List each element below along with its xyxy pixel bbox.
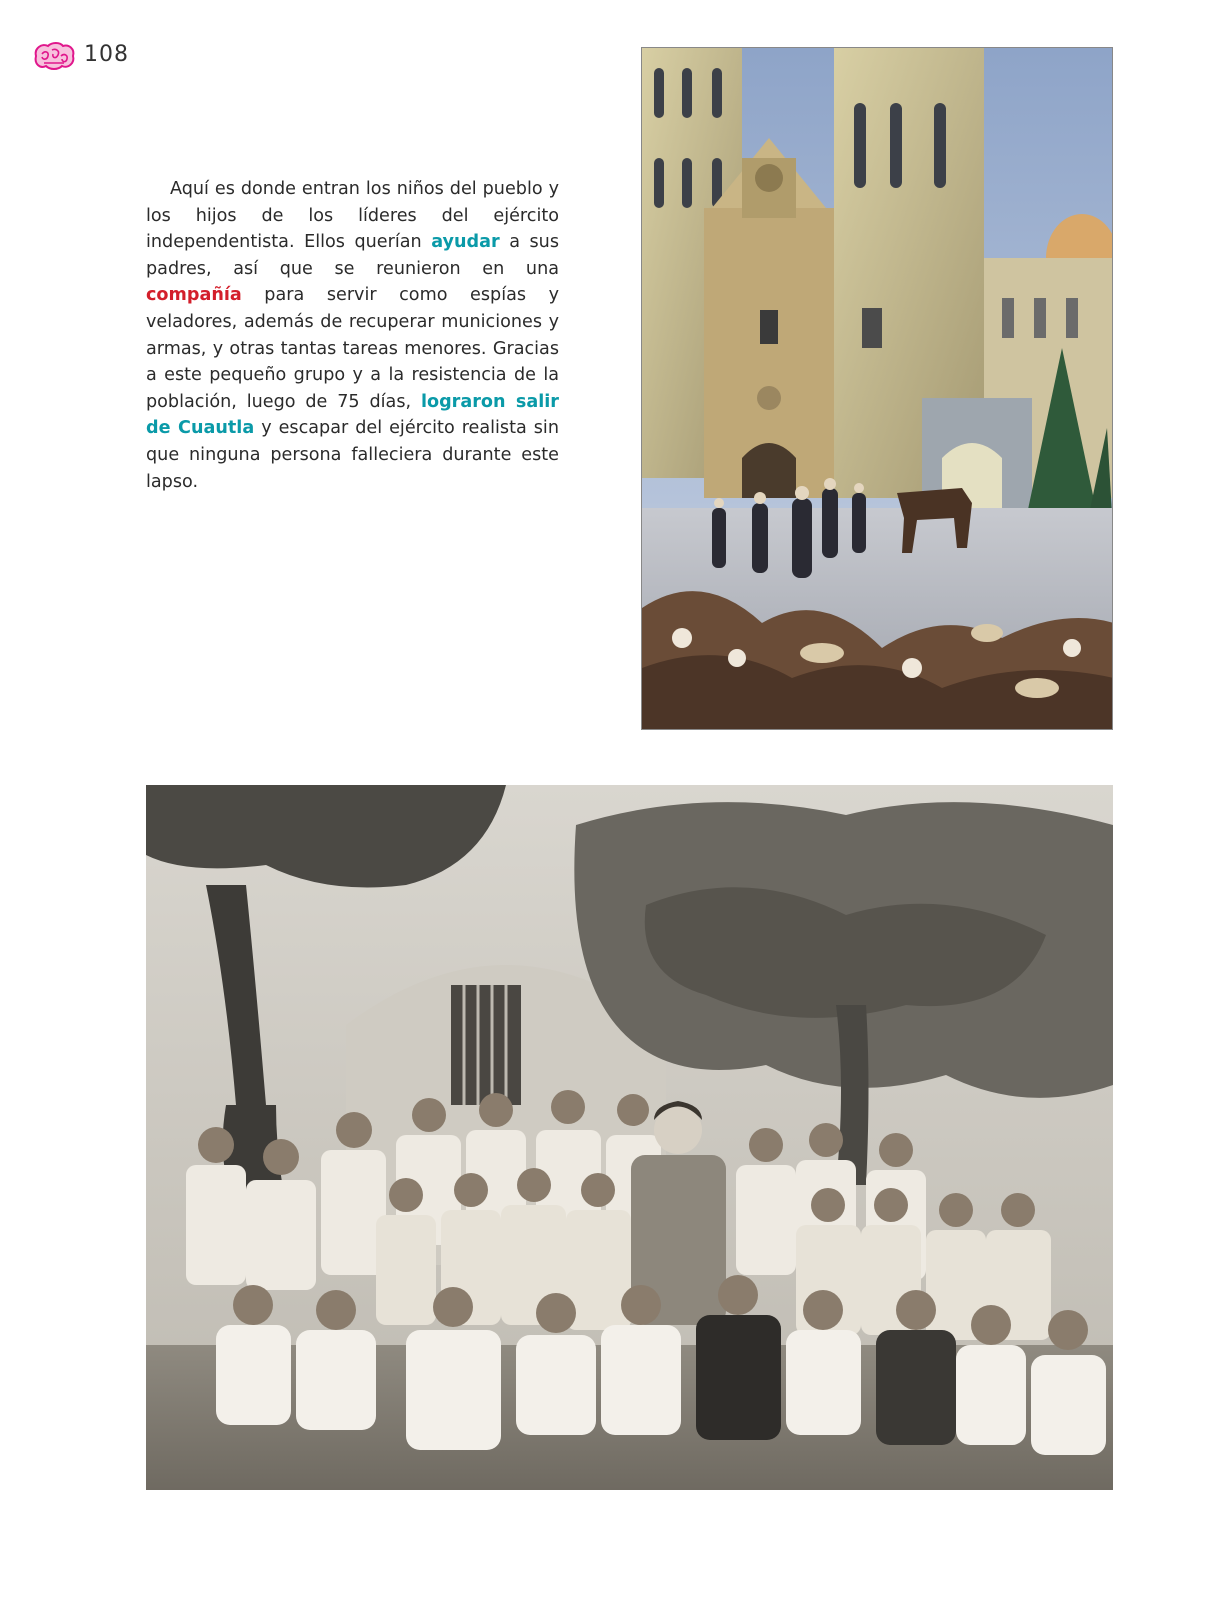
page-number: 108: [84, 42, 129, 67]
body-paragraph: [146, 176, 559, 495]
highlight-lograron-salir: lograron salir de Cuautla: [146, 391, 559, 439]
paragraph-text: para servir como espías y veladores, además de recuperar municiones y armas, y otras tantas tareas menores. Gracias a este pequeño grupo y a la resistencia de la población, luego de 75 días,: [146, 285, 559, 412]
highlight-compania: compañía: [146, 285, 242, 306]
cathedral-painting-illustration: [641, 47, 1113, 730]
decorative-logo-icon: [32, 40, 76, 72]
paragraph-text: a sus padres, así que se reunieron en una: [146, 232, 559, 279]
highlight-ayudar: ayudar: [431, 232, 500, 253]
historical-class-photograph: [146, 785, 1113, 1490]
paragraph-text: y escapar del ejército realista sin que ninguna persona falleciera durante este lapso.: [146, 418, 559, 492]
paragraph-text: Aquí es donde entran los niños del pueblo y los hijos de los líderes del ejército independentista. Ellos querían: [146, 179, 559, 253]
